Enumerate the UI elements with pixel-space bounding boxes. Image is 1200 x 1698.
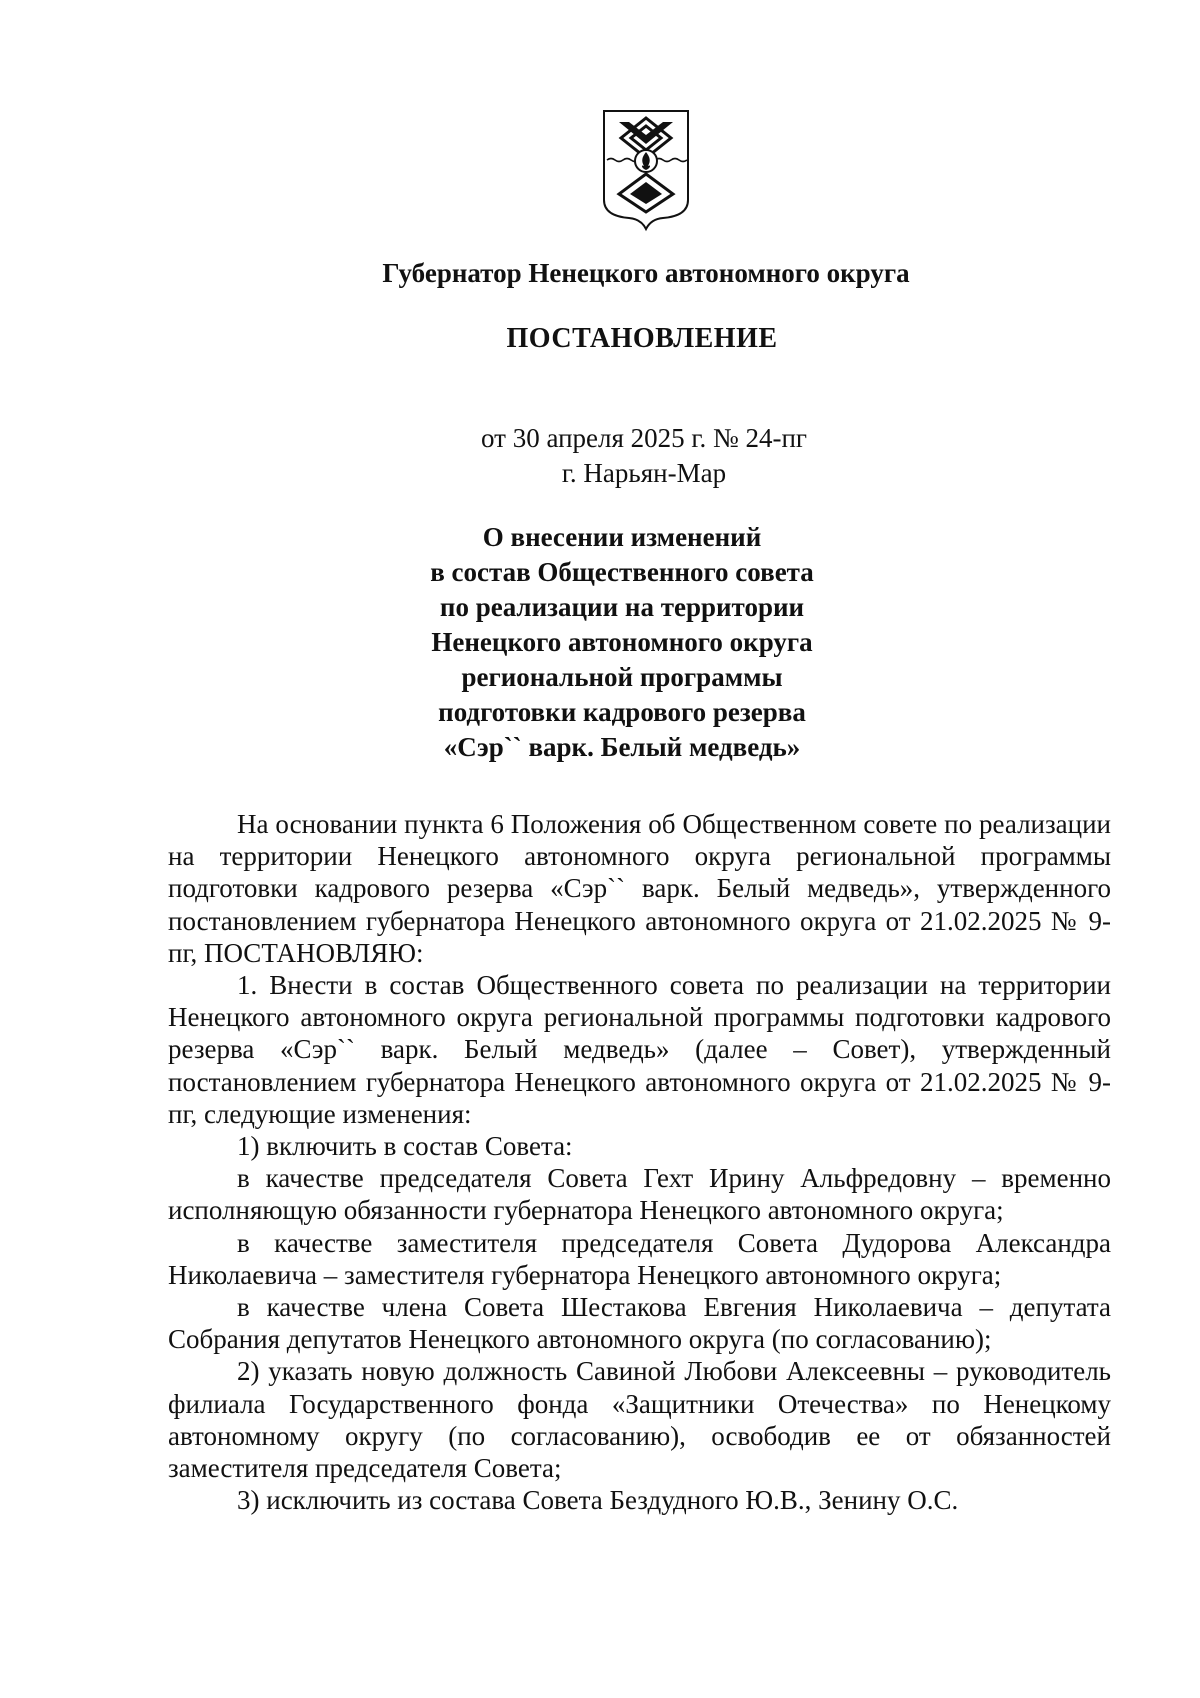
title-line: по реализации на территории (439, 592, 805, 622)
coat-of-arms-icon (601, 108, 691, 232)
preamble-paragraph: На основании пункта 6 Положения об Общественном совете по реализации на территории Ненецкого автономного округа региональной программы подготовки кадрового резерва «Сэр`` варк. Белый медведь», утвержденного постановлением губернатора Ненецкого автономного округа от 21.02.2025 № 9-пг, ПОСТАНОВЛЯЮ: (168, 809, 1111, 968)
document-title (0, 520, 1200, 765)
title-line: региональной программы (461, 662, 783, 692)
title-line: в состав Общественного совета (430, 557, 814, 587)
city: г. Нарьян-Мар (561, 458, 727, 488)
title-line: О внесении изменений (482, 522, 762, 552)
document-type: ПОСТАНОВЛЕНИЕ (506, 323, 778, 354)
member-paragraph: в качестве члена Совета Шестакова Евгения Николаевича – депутата Собрания депутатов Ненецкого автономного округа (по согласованию); (168, 1292, 1111, 1355)
title-line: подготовки кадрового резерва (438, 697, 806, 727)
member-paragraph: в качестве заместителя председателя Совета Дудорова Александра Николаевича – заместителя губернатора Ненецкого автономного округа; (168, 1227, 1111, 1290)
title-line: «Сэр`` варк. Белый медведь» (443, 732, 801, 762)
subclause-paragraph: 2) указать новую должность Савиной Любови Алексеевны – руководитель филиала Государственного фонда «Защитники Отечества» по Ненецкому автономному округу (по согласованию), освободив ее от обязанностей заместителя председателя Совета; (168, 1356, 1111, 1484)
subclause-paragraph: 3) исключить из состава Совета Бездудного Ю.В., Зенину О.С. (237, 1485, 959, 1516)
title-line: Ненецкого автономного округа (431, 627, 813, 657)
member-paragraph: в качестве председателя Совета Гехт Ирину Альфредовну – временно исполняющую обязанности губернатора Ненецкого автономного округа; (168, 1163, 1111, 1226)
date-and-number: от 30 апреля 2025 г. № 24-пг (481, 423, 807, 453)
issuing-authority: Губернатор Ненецкого автономного округа (382, 258, 910, 288)
document-body (168, 808, 1111, 1516)
subclause-paragraph: 1) включить в состав Совета: (237, 1131, 573, 1162)
clause-paragraph: 1. Внести в состав Общественного совета по реализации на территории Ненецкого автономного округа региональной программы подготовки кадрового резерва «Сэр`` варк. Белый медведь» (далее – Совет), утвержденный постановлением губернатора Ненецкого автономного округа от 21.02.2025 № 9-пг, следующие изменения: (168, 970, 1111, 1129)
